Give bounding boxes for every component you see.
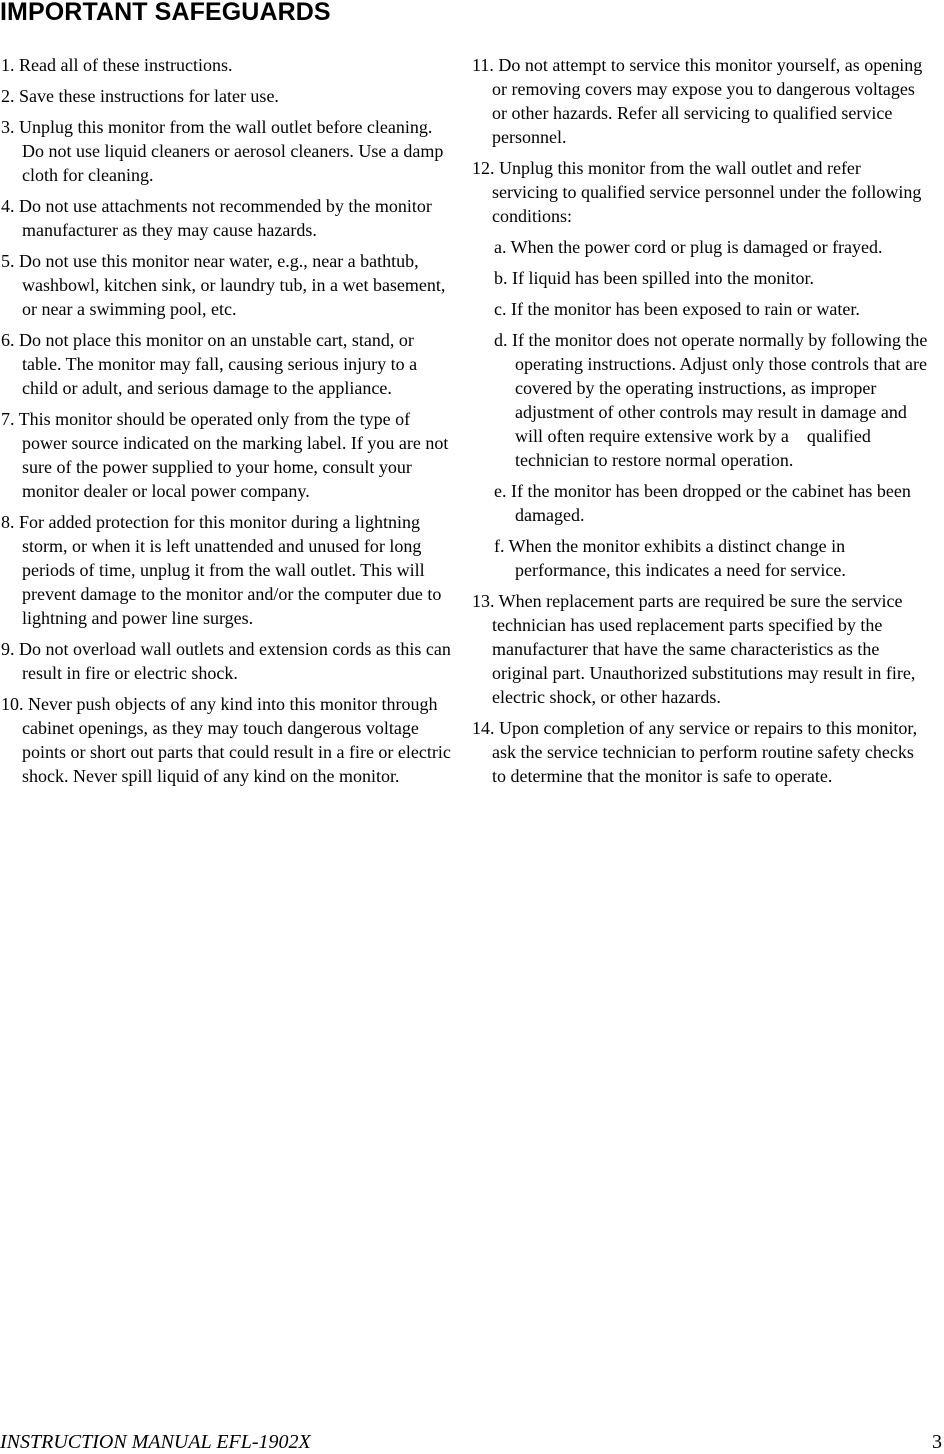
right-column	[472, 53, 932, 795]
safeguard-item-5: 5. Do not use this monitor near water, e.g., near a bathtub, washbowl, kitchen sink, or laundry tub, in a wet basement, or near a swimming pool, etc.	[1, 251, 446, 319]
safeguard-item-9: 9. Do not overload wall outlets and extension cords as this can result in fire or electric shock.	[1, 639, 451, 683]
left-column	[1, 53, 451, 795]
safeguard-item-14: 14. Upon completion of any service or repairs to this monitor, ask the service technician to perform routine safety checks to determine that the monitor is safe to operate.	[472, 718, 918, 786]
safeguard-item-8: 8. For added protection for this monitor during a lightning storm, or when it is left unattended and unused for long periods of time, unplug it from the wall outlet. This will prevent damage to the monitor and/or the computer due to lightning and power line surges.	[1, 512, 442, 628]
safeguard-item-13: 13. When replacement parts are required be sure the service technician has used replacement parts specified by the manufacturer that have the same characteristics as the original part. Unauthorized substitutions may result in fire, electric shock, or other hazards.	[472, 591, 916, 707]
safeguard-item-10: 10. Never push objects of any kind into this monitor through cabinet openings, as they may touch dangerous voltage points or short out parts that could result in a fire or electric shock. Never spill liquid of any kind on the monitor.	[1, 694, 451, 786]
safeguard-item-7: 7. This monitor should be operated only from the type of power source indicated on the marking label. If you are not sure of the power supplied to your home, consult your monitor dealer or local power company.	[1, 409, 449, 501]
safeguard-item-6: 6. Do not place this monitor on an unstable cart, stand, or table. The monitor may fall, causing serious injury to a child or adult, and serious damage to the appliance.	[1, 330, 418, 398]
safeguard-item-2: 2. Save these instructions for later use.	[1, 86, 279, 106]
safeguard-item-1: 1. Read all of these instructions.	[1, 55, 233, 75]
safeguard-item-4: 4. Do not use attachments not recommended by the monitor manufacturer as they may cause hazards.	[1, 196, 432, 240]
condition-d: d. If the monitor does not operate normally by following the operating instructions. Adjust only those controls that are covered by the operating instructions, as improper adjustment of other controls may result in damage and will often require extensive work by a qualified technician to restore normal operation.	[494, 330, 932, 470]
condition-b: b. If liquid has been spilled into the monitor.	[494, 268, 814, 288]
condition-c: c. If the monitor has been exposed to rain or water.	[494, 299, 860, 319]
manual-title: INSTRUCTION MANUAL EFL-1902X	[0, 1431, 311, 1453]
condition-a: a. When the power cord or plug is damaged or frayed.	[494, 237, 883, 257]
safeguard-item-3: 3. Unplug this monitor from the wall outlet before cleaning. Do not use liquid cleaners or aerosol cleaners. Use a damp cloth for cleaning.	[1, 117, 444, 185]
page-number: 3	[932, 1431, 942, 1453]
condition-f: f. When the monitor exhibits a distinct change in performance, this indicates a need for service.	[494, 536, 846, 580]
page-title: IMPORTANT SAFEGUARDS	[0, 0, 331, 26]
safeguard-item-12: 12. Unplug this monitor from the wall outlet and refer servicing to qualified service personnel under the following conditions:	[472, 158, 922, 226]
safeguard-item-11: 11. Do not attempt to service this monitor yourself, as opening or removing covers may expose you to dangerous voltages or other hazards. Refer all servicing to qualified service personnel.	[472, 55, 923, 147]
page-footer	[0, 1430, 944, 1454]
condition-e: e. If the monitor has been dropped or the cabinet has been damaged.	[494, 481, 911, 525]
